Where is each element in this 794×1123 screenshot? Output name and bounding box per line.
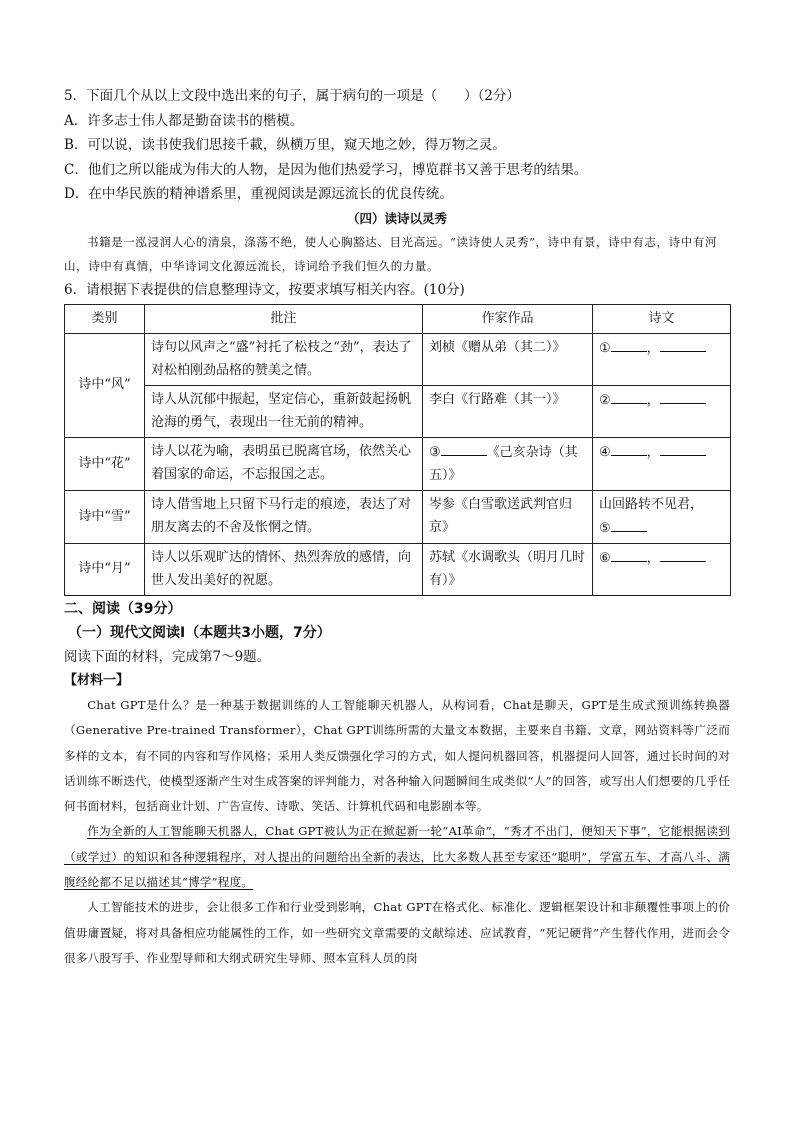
question-5-option-d: D．在中华民族的精神谱系里，重视阅读是源远流长的优良传统。 [64, 186, 453, 202]
underlined-passage: 作为全新的人工智能聊天机器人，Chat GPT被认为正在掀起新一轮“AI革命”，“秀才不出门，便知天下事”，它能根据读到（或学过）的知识和各种逻辑程序，对人提出的问题给出全新的表达，比大多数人甚至专家还“聪明”，学富五车、才高八斗、满腹经纶都不足以描述其“博学”程度。 [64, 824, 730, 890]
note-cell: 诗句以风声之“盛”衬托了松枝之“劲”，表达了对松柏刚劲品格的赞美之情。 [145, 333, 423, 385]
material-paragraph [64, 819, 730, 895]
work-cell: 刘桢《赠从弟（其二）》 [423, 333, 593, 385]
answer-blank[interactable] [441, 440, 487, 456]
blank-number: ① [599, 340, 611, 356]
answer-blank[interactable] [611, 440, 647, 456]
blank-number: ② [599, 392, 611, 408]
verse-text: 山回路转不见君， [599, 496, 704, 512]
poetry-table [64, 304, 731, 596]
answer-blank[interactable] [611, 388, 647, 404]
answer-blank[interactable] [611, 546, 647, 562]
blank-number: ⑤ [599, 521, 611, 536]
table-header-row [65, 305, 731, 334]
blank-number: ③ [429, 444, 441, 460]
document-page [64, 84, 730, 971]
header-note: 批注 [145, 305, 423, 334]
blank-separator: ， [646, 444, 660, 460]
work-cell [423, 437, 593, 490]
note-cell: 诗人从沉郁中振起，坚定信心，重新鼓起扬帆沧海的勇气，表现出一往无前的精神。 [145, 385, 423, 437]
blank-separator: ， [646, 340, 660, 356]
header-category: 类别 [65, 305, 145, 334]
category-cell: 诗中“花” [65, 437, 145, 490]
category-cell: 诗中“月” [65, 543, 145, 595]
answer-blank[interactable] [611, 336, 647, 352]
work-cell: 岑参《白雪歌送武判官归京》 [423, 490, 593, 543]
answer-blank[interactable] [660, 388, 706, 404]
category-cell: 诗中“雪” [65, 490, 145, 543]
header-verse: 诗文 [593, 305, 731, 334]
answer-blank[interactable] [611, 516, 647, 532]
question-5-option-a: A．许多志士伟人都是勤奋读书的楷模。 [64, 112, 304, 129]
blank-number: ⑥ [599, 550, 611, 566]
category-cell: 诗中“风” [65, 333, 145, 437]
question-5-option-b: B．可以说，读书使我们思接千載，纵横万里，窥天地之妙，得万物之灵。 [64, 137, 506, 153]
note-cell: 诗人以乐观旷达的情怀、热烈奔放的感情，向世人发出美好的祝愿。 [145, 543, 423, 595]
blank-separator: ， [646, 392, 660, 408]
answer-blank[interactable] [660, 546, 706, 562]
note-cell: 诗人以花为喻，表明虽已脱离官场，依然关心着国家的命运，不忘报国之志。 [145, 437, 423, 490]
blank-number: ④ [599, 444, 611, 460]
reading-instruction: 阅读下面的材料，完成第7～9题。 [64, 648, 271, 665]
verse-cell [593, 543, 731, 595]
blank-separator: ， [646, 550, 660, 566]
header-work: 作家作品 [423, 305, 593, 334]
verse-cell [593, 437, 731, 490]
work-cell: 苏轼《水调歌头（明月几时有）》 [423, 543, 593, 595]
table-row [65, 543, 731, 595]
question-6-stem: 6．请根据下表提供的信息整理诗文，按要求填写相关内容。(10分) [64, 281, 465, 298]
material-paragraph: 人工智能技术的进步，会让很多工作和行业受到影响，Chat GPT在格式化、标准化、逻辑框架设计和非颠覆性事项上的价值毋庸置疑，将对具备相应功能属性的工作，如一些研究文章需要的文献综述、应试教育，“死记硬背”产生替代作用，进而会令很多八股写手、作业型导师和大纲式研究生导师、照本宣科人员的岗 [64, 900, 730, 965]
material-label: 【材料一】 [64, 673, 130, 688]
answer-blank[interactable] [660, 336, 706, 352]
verse-cell [593, 333, 731, 385]
subsection-title: （一）现代文阅读Ⅰ（本题共3小题，7分） [68, 624, 331, 641]
table-row [65, 437, 731, 490]
section-4-intro: 书籍是一泓浸润人心的清泉，涤荡不绝，使人心胸豁达、目光高远。“读诗使人灵秀”，诗中有景，诗中有志，诗中有河山，诗中有真情，中华诗词文化源远流长，诗词给予我们恒久的力量。 [64, 234, 718, 273]
material-paragraph: Chat GPT是什么？是一种基于数据训练的人工智能聊天机器人，从构词看，Chat是聊天，GPT是生成式预训练转换器（Generative Pre-trained Transformer），Chat GPT训练所需的大量文本数据，主要来自书籍、文章，网站资料等广泛而多样的文本，有不同的内容和写作风格；采用人类反馈强化学习的方式，如人提问机器回答，机器提问人回答，通过长时间的对话训练不断迭代，使模型逐渐产生对生成答案的评判能力，对各种输入问题瞬间生成类似“人”的回答，或写出人们想要的几乎任何书面材料，包括商业计划、广告宣传、诗歌、笑话、计算机代码和电影剧本等。 [64, 698, 730, 814]
work-cell: 李白《行路难（其一）》 [423, 385, 593, 437]
table-row [65, 385, 731, 437]
section-4-title: （四）读诗以灵秀 [346, 210, 447, 226]
part-2-title: 二、阅读（39分） [64, 600, 182, 617]
work-title: 《己亥杂诗（其五）》 [429, 444, 578, 483]
table-row [65, 333, 731, 385]
question-5-stem: 5．下面几个从以上文段中选出来的句子，属于病句的一项是（ ）（2分） [64, 88, 520, 104]
question-5-option-c: C．他们之所以能成为伟大的人物，是因为他们热爱学习，博览群书又善于思考的结果。 [64, 161, 588, 178]
note-cell: 诗人借雪地上只留下马行走的痕迹，表达了对朋友离去的不舍及怅惘之情。 [145, 490, 423, 543]
table-row [65, 490, 731, 543]
answer-blank[interactable] [660, 440, 706, 456]
verse-cell [593, 385, 731, 437]
verse-cell [593, 490, 731, 543]
